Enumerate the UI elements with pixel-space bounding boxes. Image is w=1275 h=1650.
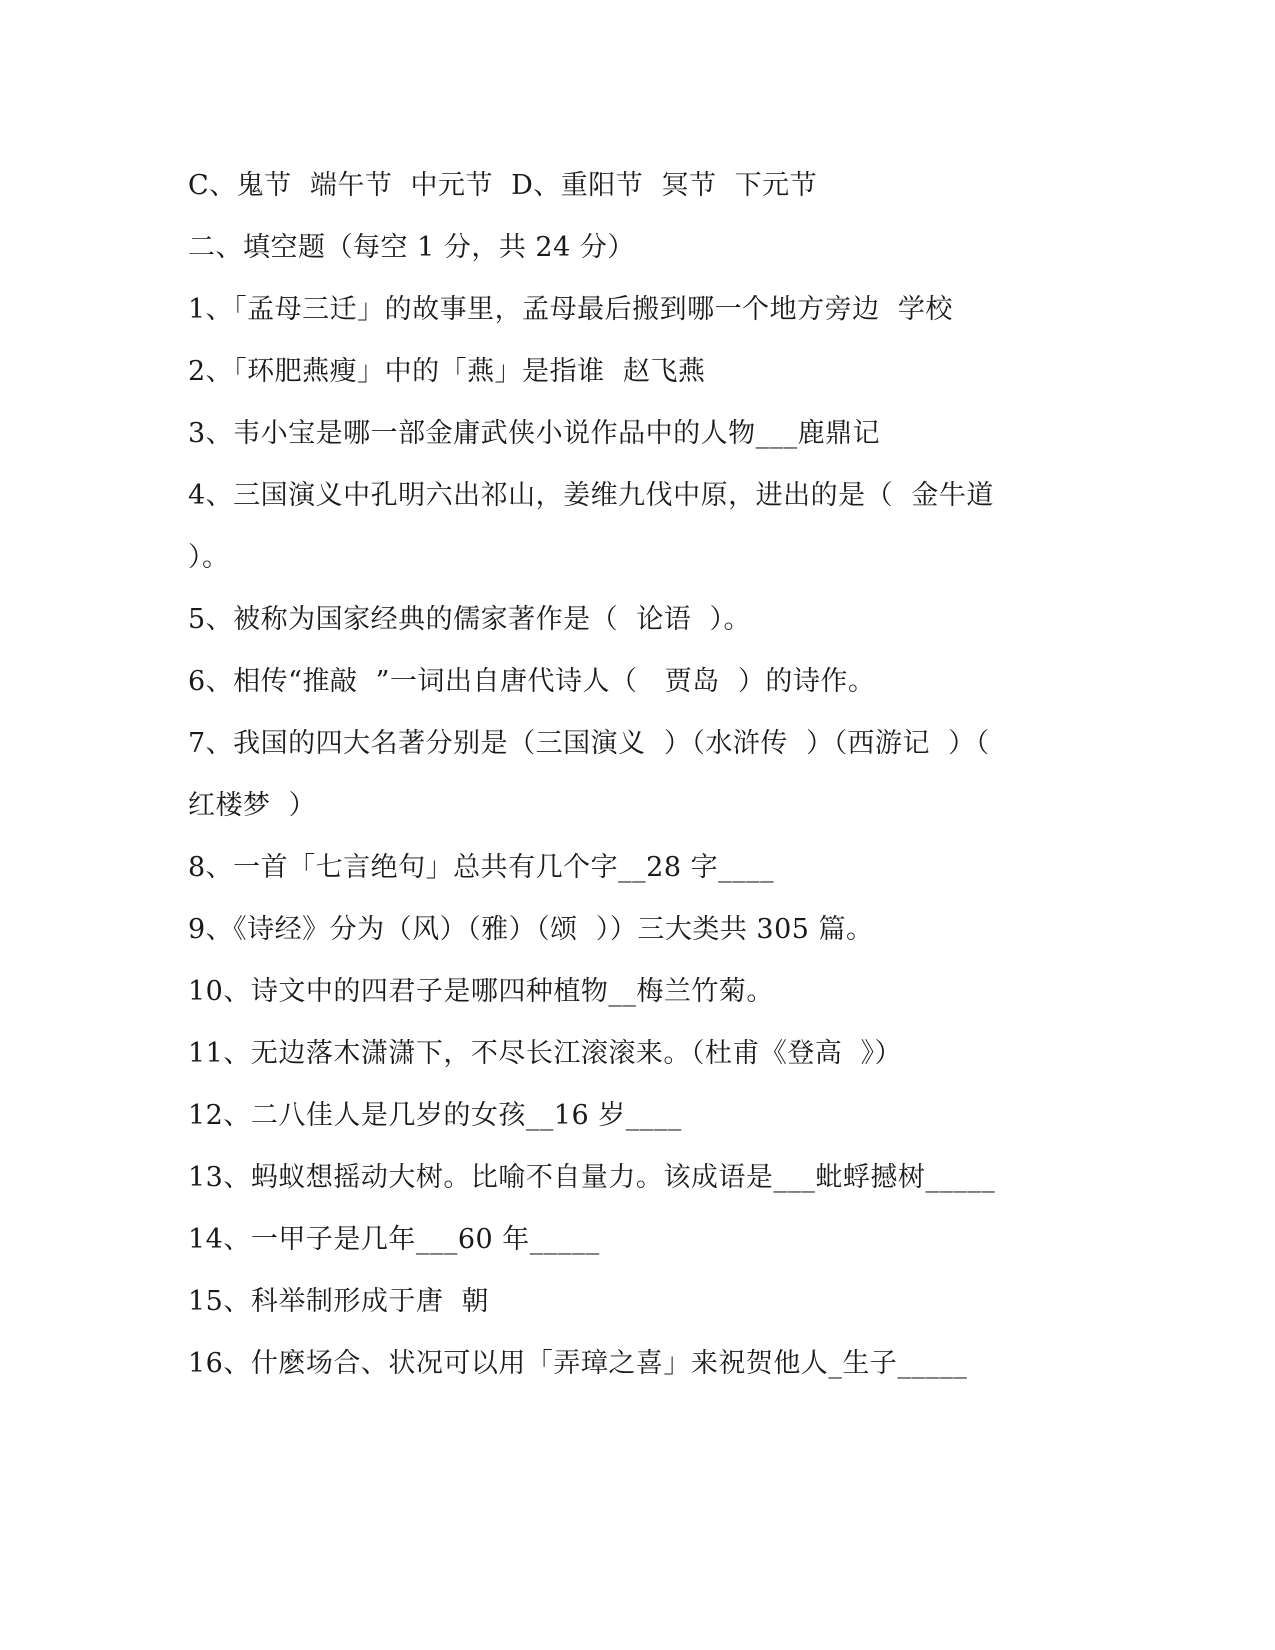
question-14: 14、一甲子是几年___60 年_____: [188, 1224, 600, 1255]
question-11: 11、无边落木潇潇下，不尽长江滚滚来。（杜甫《登高 》）: [188, 1038, 903, 1069]
question-8: 8、一首「七言绝句」总共有几个字__28 字____: [188, 852, 775, 883]
question-4: 4、三国演义中孔明六出祁山，姜维九伐中原，进出的是（ 金牛道: [188, 480, 994, 511]
document-body: [188, 155, 1088, 1395]
question-13: 13、蚂蚁想摇动大树。比喻不自量力。该成语是___蚍蜉撼树_____: [188, 1162, 996, 1193]
question-15: 15、科举制形成于唐 朝: [188, 1286, 490, 1317]
section-heading-fill-in: 二、填空题（每空 1 分，共 24 分）: [188, 232, 635, 263]
question-5: 5、被称为国家经典的儒家著作是（ 论语 ）。: [188, 604, 752, 635]
question-9: 9、《诗经》分为（风）（雅）（颂 ））三大类共 305 篇。: [188, 914, 874, 945]
option-line-c-d: C、鬼节 端午节 中元节 D、重阳节 冥节 下元节: [188, 170, 818, 201]
question-7: 7、我国的四大名著分别是（三国演义 ）（水浒传 ）（西游记 ）（: [188, 728, 990, 759]
question-7-continued: 红楼梦 ）: [188, 790, 317, 821]
question-3: 3、韦小宝是哪一部金庸武侠小说作品中的人物___鹿鼎记: [188, 418, 881, 449]
question-1: 1、「孟母三迁」的故事里，孟母最后搬到哪一个地方旁边 学校: [188, 294, 953, 325]
question-12: 12、二八佳人是几岁的女孩__16 岁____: [188, 1100, 682, 1131]
question-2: 2、「环肥燕瘦」中的「燕」是指谁 赵飞燕: [188, 356, 706, 387]
question-4-continued: ）。: [188, 542, 230, 573]
question-16: 16、什麽场合、状况可以用「弄璋之喜」来祝贺他人_生子_____: [188, 1348, 968, 1379]
question-6: 6、相传“推敲 ”一词出自唐代诗人（ 贾岛 ）的诗作。: [188, 666, 876, 697]
question-10: 10、诗文中的四君子是哪四种植物__梅兰竹菊。: [188, 976, 774, 1007]
